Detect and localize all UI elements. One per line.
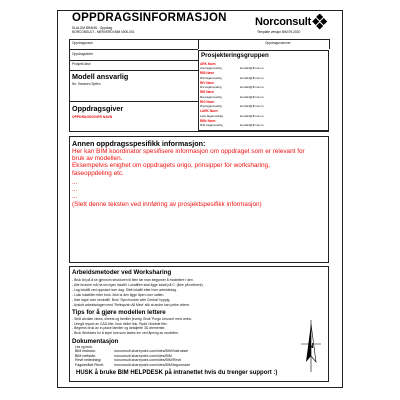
doc-label: BIM instruks: (75, 349, 96, 353)
doc-label: Fagområde Revit: (75, 362, 104, 367)
role-contact: kontakt@firma.no (240, 66, 264, 70)
annen-info-line: ... (72, 193, 78, 201)
role-name: LARK Navn (200, 109, 218, 113)
role-sub: Riv-fagansvarlig (200, 85, 222, 89)
norconsult-logo (255, 14, 330, 36)
arbeidsmetode-item: - Lag lokalfil ved oppstart hver dag. Slett lokalfil etter hver arbeidsdag. (72, 288, 177, 293)
tips-item: - Slett ubrukte views, sheets og familier jevnlig. Bruk 'Purge Unused' med omhu. (72, 317, 193, 321)
role-name: RIG Navn (200, 99, 215, 104)
field-oppdragsleder: Oppdragsleder (72, 52, 94, 56)
north-arrow-icon (297, 318, 325, 374)
doc-link[interactable]: norconsult.sharepoint.com/sites/BIM/Revit (114, 358, 182, 363)
arbeidsmetode-item: - Avslutt arbeidsdagen med 'Relinquish All Mine' slik at andre kan jobbe videre. (72, 303, 190, 308)
tips-list (72, 317, 324, 335)
role-contact: kontakt@firma.no (240, 104, 264, 108)
annen-info-text (72, 148, 327, 209)
logo-text: Norconsult (255, 16, 312, 28)
doc-label: BIM nettside: (75, 353, 96, 358)
prosjektering-row (198, 90, 329, 100)
doc-link[interactable]: norconsult.sharepoint.com/sites/BIM (114, 353, 172, 358)
prosjektering-row (198, 109, 329, 119)
dokumentasjon-intro: Les og bruk: (75, 345, 93, 349)
role-sub: Rie-fagansvarlig (200, 94, 222, 99)
doc-row (75, 363, 295, 368)
field-oppdragsnavn: Oppdragsnavn (72, 41, 93, 45)
tips-item: - Bruk Worksets for å styre hva som lastes inn ved åpning av modellen. (72, 330, 179, 335)
annen-info-line: Her kan BIM koordinator spesifisere informasjon om oppdraget som er relevant for (72, 148, 305, 155)
role-name: RIB Navn (200, 71, 215, 75)
modell-ansvarlig-line: Nn: Sammen Sjefen (72, 82, 101, 86)
arbeidsmetode-item: - Ikke lagre over sentralfil. Bruk 'Synchronize with Central' hyppig. (72, 298, 171, 303)
role-contact: kontakt@firma.no (240, 123, 264, 127)
prosjektering-row (198, 80, 329, 90)
role-name: RIBr Navn (200, 118, 216, 123)
role-contact: kontakt@firma.no (240, 85, 264, 89)
arbeidsmetoder-title: Arbeidsmetoder ved Worksharing (72, 269, 172, 276)
helpdesk-text: HUSK å bruke BIM HELPDESK på intranettet hvis du trenger support :) (76, 370, 278, 376)
tips-title: Tips for å gjøre modellen lettere (72, 309, 166, 316)
role-contact: kontakt@firma.no (240, 75, 264, 80)
annen-info-line: ... (72, 186, 78, 194)
oppdragsgiver-text: OPPDRAGSGIVER NAVN (72, 115, 113, 119)
role-sub: Lark-fagansvarlig (200, 113, 224, 118)
oppdragsgiver-title: Oppdragsgiver (72, 104, 124, 113)
role-sub: Ark-fagansvarlig (200, 66, 222, 70)
prosjektering-title: Prosjekteringsgruppen (201, 52, 269, 59)
role-sub: Rib-fagansvarlig (200, 75, 222, 80)
header-subtitle-1: SLALOM BRANN - Oppdrag (72, 26, 113, 30)
arbeidsmetoder-list (72, 278, 324, 309)
prosjektering-row (198, 71, 329, 81)
doc-link[interactable]: norconsult.sharepoint.com/sites/BIM/fagomrade (114, 362, 191, 367)
annen-info-line: (Slett denne teksten ved innføring av prosjektspesifikk informasjon) (72, 201, 262, 209)
modell-ansvarlig-title: Modell ansvarlig (72, 72, 129, 81)
role-name: ARK Navn (200, 61, 216, 66)
role-name: RIV Navn (200, 80, 214, 85)
tips-item: - Unngå import av CAD-filer, bruk heller link. Rydd i linkede filer. (72, 321, 168, 326)
annen-info-line: faseoppdeling etc. (72, 169, 124, 177)
role-name: RIE Navn (200, 90, 214, 94)
logo-diamond-icon (312, 14, 328, 32)
tips-item: - Begrens bruk av in-place familier og detaljerte 3D-elementer. (72, 326, 166, 331)
role-contact: kontakt@firma.no (240, 113, 264, 118)
prosjektering-list (198, 61, 329, 131)
annen-info-line: bruk av modellen. (72, 155, 123, 163)
arbeidsmetode-item: - Lukk lokalfilen etter bruk. Ikke la den ligge åpen over natten. (72, 293, 165, 298)
field-prosjekt-fase: Prosjekt-fase (72, 62, 91, 66)
annen-info-title: Annen oppdragsspesifikk informasjon: (72, 139, 206, 148)
doc-label: Revit veiledning: (75, 358, 102, 363)
arbeidsmetode-item: - Bruk tid på å se gjennom strukturen til filen før man begynner å modellere i den. (72, 278, 194, 282)
field-oppdragsnummer: Oppdragsnummer (265, 41, 291, 45)
annen-info-line: Eksempelvis enighet om oppdragets origo, prinsipper for worksharing, (72, 162, 270, 170)
role-contact: kontakt@firma.no (240, 94, 264, 99)
prosjektering-row (198, 99, 329, 109)
doc-link[interactable]: norconsult.sharepoint.com/sites/BIM/instrukser (114, 349, 189, 353)
template-version: Template versjon BIM 09-2020 (257, 29, 301, 34)
svg-text:N: N (308, 343, 314, 350)
arbeidsmetode-item: - Alle brukere må ha sin egen lokalfil. Lokalfilen skal ligge lokalt på C: (ikke på nettverk). (72, 283, 204, 288)
page-title: OPPDRAGSINFORMASJON (72, 12, 227, 24)
annen-info-line: ... (72, 178, 78, 186)
header-subtitle-2: NORCONSULT - MERVERDI BIM 0000-001 (72, 30, 135, 34)
dokumentasjon-list (75, 349, 295, 367)
role-sub: Ribr-fagansvarlig (200, 123, 223, 127)
prosjektering-row (198, 118, 329, 128)
dokumentasjon-title: Dokumentasjon (72, 338, 119, 345)
prosjektering-row (198, 61, 329, 71)
role-sub: Rig-fagansvarlig (200, 104, 222, 108)
